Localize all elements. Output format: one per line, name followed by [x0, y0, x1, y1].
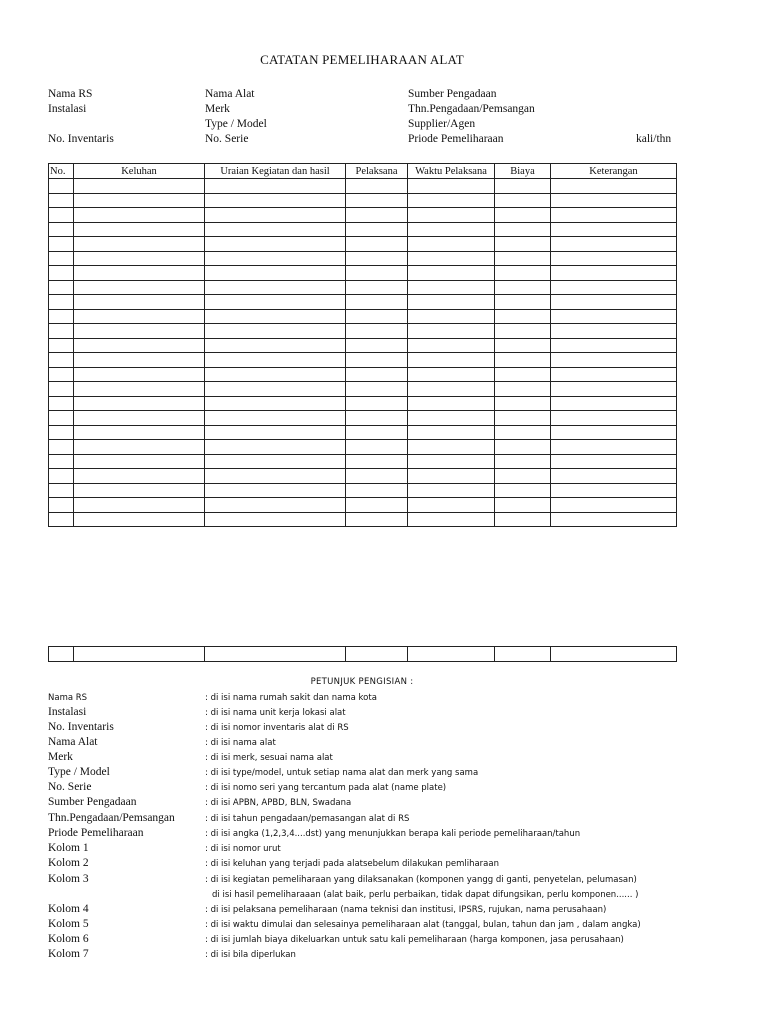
table-cell[interactable] [408, 454, 495, 469]
table-cell[interactable] [205, 367, 346, 382]
table-cell[interactable] [408, 251, 495, 266]
table-row [49, 179, 677, 194]
table-row [49, 295, 677, 310]
table-row [49, 237, 677, 252]
instruction-description: : di isi nama unit kerja lokasi alat [205, 708, 346, 718]
table-cell[interactable] [74, 454, 205, 469]
table-cell[interactable] [551, 382, 677, 397]
table-cell[interactable] [551, 280, 677, 295]
table-cell[interactable] [551, 440, 677, 455]
table-row [49, 454, 677, 469]
table-cell[interactable] [49, 367, 74, 382]
table-cell[interactable] [346, 483, 408, 498]
table-cell[interactable] [205, 280, 346, 295]
table-cell[interactable] [49, 193, 74, 208]
table-cell[interactable] [346, 280, 408, 295]
table-cell[interactable] [408, 498, 495, 513]
table-cell[interactable] [205, 324, 346, 339]
table-cell[interactable] [551, 512, 677, 527]
header-unit-label: kali/thn [636, 133, 672, 145]
table-cell[interactable] [205, 237, 346, 252]
table-cell[interactable] [495, 251, 551, 266]
table-row [49, 208, 677, 223]
column-header-waktu: Waktu Pelaksana [408, 164, 495, 179]
instruction-description: : di isi merk, sesuai nama alat [205, 753, 333, 763]
table-cell[interactable] [74, 440, 205, 455]
table-cell[interactable] [495, 280, 551, 295]
table-cell[interactable] [551, 454, 677, 469]
table-cell[interactable] [49, 266, 74, 281]
table-cell[interactable] [205, 179, 346, 194]
table-row [49, 483, 677, 498]
table-cell[interactable] [49, 324, 74, 339]
table-cell[interactable] [408, 208, 495, 223]
column-header-pelaksana: Pelaksana [346, 164, 408, 179]
table-cell[interactable] [408, 512, 495, 527]
table-cell[interactable] [74, 193, 205, 208]
table-cell[interactable] [74, 382, 205, 397]
table-cell[interactable] [205, 295, 346, 310]
instruction-description: : di isi nomo seri yang tercantum pada alat (name plate) [205, 783, 447, 793]
table-cell[interactable] [408, 237, 495, 252]
table-cell[interactable] [408, 179, 495, 194]
instruction-label: No. Serie [48, 781, 92, 793]
table-row [49, 280, 677, 295]
table-cell[interactable] [551, 353, 677, 368]
table-row [49, 193, 677, 208]
table-cell[interactable] [346, 440, 408, 455]
table-cell[interactable] [49, 208, 74, 223]
table-row [49, 353, 677, 368]
header-label-sumber-pengadaan: Sumber Pengadaan [408, 88, 497, 100]
table-cell[interactable] [551, 367, 677, 382]
page-title: CATATAN PEMELIHARAAN ALAT [260, 52, 464, 67]
instruction-label: Sumber Pengadaan [48, 796, 137, 808]
table-cell[interactable] [74, 367, 205, 382]
table-cell[interactable] [495, 222, 551, 237]
table-cell[interactable] [49, 512, 74, 527]
table-cell[interactable] [551, 396, 677, 411]
table-cell[interactable] [205, 512, 346, 527]
table-cell[interactable] [346, 338, 408, 353]
table-body [49, 179, 677, 527]
table-cell[interactable] [74, 280, 205, 295]
column-header-uraian: Uraian Kegiatan dan hasil [205, 164, 346, 179]
table-cell[interactable] [495, 295, 551, 310]
column-header-biaya: Biaya [495, 164, 551, 179]
table-cell[interactable] [74, 222, 205, 237]
table-cell[interactable] [346, 411, 408, 426]
table-row [49, 338, 677, 353]
table-cell[interactable] [49, 222, 74, 237]
table-row [49, 382, 677, 397]
table-cell[interactable] [346, 193, 408, 208]
table-cell[interactable] [495, 367, 551, 382]
table-cell[interactable] [74, 396, 205, 411]
table-cell[interactable] [408, 367, 495, 382]
table-cell[interactable] [74, 266, 205, 281]
header-label-no-inventaris: No. Inventaris [48, 133, 114, 145]
table-row [49, 222, 677, 237]
table-cell[interactable] [495, 469, 551, 484]
table-cell[interactable] [74, 237, 205, 252]
table-cell[interactable] [551, 208, 677, 223]
header-col-3 [408, 87, 535, 147]
table-cell[interactable] [205, 498, 346, 513]
table-cell[interactable] [495, 179, 551, 194]
summary-row-table [48, 646, 677, 662]
table-cell[interactable] [49, 396, 74, 411]
instruction-label: Kolom 6 [48, 933, 89, 945]
maintenance-table [48, 163, 677, 527]
table-cell[interactable] [49, 483, 74, 498]
table-cell[interactable] [346, 353, 408, 368]
table-cell[interactable] [49, 469, 74, 484]
table-cell[interactable] [49, 309, 74, 324]
table-cell[interactable] [205, 454, 346, 469]
table-row [49, 396, 677, 411]
instruction-description: : di isi waktu dimulai dan selesainya pemeliharaan alat (tanggal, bulan, tahun dan jam , dalam angka) [205, 920, 641, 930]
summary-cell[interactable] [408, 647, 495, 662]
table-cell[interactable] [74, 469, 205, 484]
table-cell[interactable] [495, 425, 551, 440]
table-cell[interactable] [346, 295, 408, 310]
table-cell[interactable] [49, 179, 74, 194]
table-cell[interactable] [49, 382, 74, 397]
table-cell[interactable] [551, 469, 677, 484]
table-cell[interactable] [74, 353, 205, 368]
table-cell[interactable] [495, 237, 551, 252]
table-cell[interactable] [495, 353, 551, 368]
instruction-label: Kolom 7 [48, 948, 89, 960]
table-cell[interactable] [346, 382, 408, 397]
table-cell[interactable] [495, 440, 551, 455]
table-cell[interactable] [495, 193, 551, 208]
instruction-label: Nama RS [48, 693, 88, 703]
table-cell[interactable] [408, 411, 495, 426]
instruction-label: Kolom 2 [48, 857, 89, 869]
summary-cell[interactable] [49, 647, 74, 662]
table-cell[interactable] [49, 237, 74, 252]
table-cell[interactable] [346, 454, 408, 469]
table-cell[interactable] [551, 498, 677, 513]
table-cell[interactable] [74, 338, 205, 353]
header-label-type-model: Type / Model [205, 118, 267, 130]
table-cell[interactable] [346, 208, 408, 223]
table-cell[interactable] [551, 338, 677, 353]
table-cell[interactable] [551, 179, 677, 194]
table-cell[interactable] [495, 338, 551, 353]
table-cell[interactable] [49, 338, 74, 353]
table-cell[interactable] [205, 338, 346, 353]
instruction-label: No. Inventaris [48, 721, 114, 733]
summary-cell[interactable] [74, 647, 205, 662]
header-label-thn-pengadaan: Thn.Pengadaan/Pemsangan [408, 103, 535, 115]
header-spacer [48, 117, 114, 132]
table-cell[interactable] [205, 411, 346, 426]
table-cell[interactable] [346, 469, 408, 484]
instruction-description: : di isi pelaksana pemeliharaan (nama teknisi dan institusi, IPSRS, rujukan, nama perusahaan) [205, 905, 607, 915]
table-row [49, 266, 677, 281]
summary-cell[interactable] [551, 647, 677, 662]
table-row [49, 309, 677, 324]
instruction-description: : di isi kegiatan pemeliharaan yang dilaksanakan (komponen yangg di ganti, penyetelan, pelumasan) [205, 875, 637, 885]
table-row [49, 469, 677, 484]
instruction-label: Thn.Pengadaan/Pemsangan [48, 812, 175, 824]
table-cell[interactable] [408, 295, 495, 310]
table-cell[interactable] [74, 179, 205, 194]
table-cell[interactable] [205, 266, 346, 281]
table-row [49, 367, 677, 382]
table-cell[interactable] [551, 324, 677, 339]
table-row [49, 411, 677, 426]
header-label-nama-alat: Nama Alat [205, 88, 255, 100]
table-cell[interactable] [205, 483, 346, 498]
table-cell[interactable] [74, 324, 205, 339]
table-row [49, 425, 677, 440]
table-cell[interactable] [205, 309, 346, 324]
table-cell[interactable] [495, 411, 551, 426]
table-cell[interactable] [205, 251, 346, 266]
table-cell[interactable] [205, 469, 346, 484]
table-cell[interactable] [205, 425, 346, 440]
table-cell[interactable] [49, 454, 74, 469]
instruction-description: : di isi angka (1,2,3,4....dst) yang menunjukkan berapa kali periode pemeliharaan/tahun [205, 829, 581, 839]
table-cell[interactable] [205, 382, 346, 397]
instruction-label: Instalasi [48, 706, 87, 718]
table-cell[interactable] [74, 425, 205, 440]
table-cell[interactable] [408, 396, 495, 411]
table-cell[interactable] [408, 280, 495, 295]
table-cell[interactable] [495, 382, 551, 397]
instruction-description: : di isi type/model, untuk setiap nama alat dan merk yang sama [205, 768, 479, 778]
table-row [49, 498, 677, 513]
table-cell[interactable] [74, 295, 205, 310]
header-col-2 [205, 87, 267, 147]
table-cell[interactable] [49, 251, 74, 266]
table-cell[interactable] [495, 309, 551, 324]
table-cell[interactable] [408, 483, 495, 498]
table-cell[interactable] [346, 512, 408, 527]
table-cell[interactable] [551, 295, 677, 310]
table-cell[interactable] [346, 266, 408, 281]
instruction-description: : di isi tahun pengadaan/pemasangan alat di RS [205, 814, 410, 824]
table-cell[interactable] [346, 251, 408, 266]
table-cell[interactable] [408, 193, 495, 208]
instructions-title: PETUNJUK PENGISIAN : [310, 677, 414, 687]
table-cell[interactable] [551, 309, 677, 324]
table-cell[interactable] [551, 237, 677, 252]
instruction-description: : di isi jumlah biaya dikeluarkan untuk satu kali pemeliharaan (harga komponen, jasa perusahaan) [205, 935, 624, 945]
table-cell[interactable] [551, 266, 677, 281]
summary-cell[interactable] [495, 647, 551, 662]
table-header-row [49, 164, 677, 179]
column-header-keluhan: Keluhan [74, 164, 205, 179]
instruction-description: : di isi bila diperlukan [205, 950, 296, 960]
table-cell[interactable] [495, 324, 551, 339]
table-cell[interactable] [551, 425, 677, 440]
instruction-description: : di isi APBN, APBD, BLN, Swadana [205, 798, 352, 808]
table-cell[interactable] [408, 309, 495, 324]
table-cell[interactable] [49, 353, 74, 368]
table-cell[interactable] [49, 440, 74, 455]
table-cell[interactable] [49, 295, 74, 310]
table-row [49, 324, 677, 339]
table-cell[interactable] [74, 498, 205, 513]
table-cell[interactable] [408, 353, 495, 368]
instruction-description: : di isi nama rumah sakit dan nama kota [205, 693, 377, 703]
table-cell[interactable] [408, 324, 495, 339]
table-cell[interactable] [495, 208, 551, 223]
summary-row [49, 647, 677, 662]
instruction-label: Nama Alat [48, 736, 98, 748]
instruction-label: Kolom 5 [48, 918, 89, 930]
table-row [49, 251, 677, 266]
header-label-no-serie: No. Serie [205, 133, 249, 145]
summary-cell[interactable] [346, 647, 408, 662]
table-cell[interactable] [551, 251, 677, 266]
table-cell[interactable] [495, 512, 551, 527]
table-cell[interactable] [495, 396, 551, 411]
table-cell[interactable] [408, 266, 495, 281]
table-cell[interactable] [408, 469, 495, 484]
table-cell[interactable] [408, 338, 495, 353]
instruction-description: : di isi nomor inventaris alat di RS [205, 723, 349, 733]
table-cell[interactable] [205, 353, 346, 368]
header-label-priode: Priode Pemeliharaan [408, 133, 504, 145]
table-cell[interactable] [346, 309, 408, 324]
table-cell[interactable] [408, 382, 495, 397]
instruction-description: : di isi nama alat [205, 738, 276, 748]
table-cell[interactable] [495, 498, 551, 513]
instruction-description: di isi hasil pemeliharaaan (alat baik, perlu perbaikan, tidak dapat difungsikan, perlu komponen...... ) [212, 890, 639, 900]
table-cell[interactable] [551, 483, 677, 498]
table-cell[interactable] [551, 193, 677, 208]
table-cell[interactable] [74, 208, 205, 223]
instruction-label: Kolom 1 [48, 842, 89, 854]
table-cell[interactable] [408, 440, 495, 455]
table-cell[interactable] [346, 498, 408, 513]
table-cell[interactable] [408, 425, 495, 440]
instruction-description: : di isi keluhan yang terjadi pada alatsebelum dilakukan pemliharaan [205, 859, 499, 869]
table-row [49, 440, 677, 455]
instruction-description: : di isi nomor urut [205, 844, 281, 854]
table-cell[interactable] [551, 222, 677, 237]
table-cell[interactable] [346, 179, 408, 194]
instruction-label: Kolom 4 [48, 903, 89, 915]
instruction-label: Priode Pemeliharaan [48, 827, 144, 839]
table-cell[interactable] [205, 222, 346, 237]
table-cell[interactable] [551, 411, 677, 426]
table-cell[interactable] [74, 512, 205, 527]
header-label-nama-rs: Nama RS [48, 88, 93, 100]
table-cell[interactable] [346, 367, 408, 382]
column-header-no: No. [49, 164, 74, 179]
table-cell[interactable] [346, 425, 408, 440]
header-label-instalasi: Instalasi [48, 103, 87, 115]
table-cell[interactable] [49, 425, 74, 440]
table-cell[interactable] [408, 222, 495, 237]
instruction-label: Merk [48, 751, 73, 763]
table-cell[interactable] [49, 280, 74, 295]
table-cell[interactable] [346, 237, 408, 252]
table-cell[interactable] [346, 222, 408, 237]
instruction-label: Kolom 3 [48, 873, 89, 885]
table-cell[interactable] [205, 440, 346, 455]
table-cell[interactable] [346, 324, 408, 339]
table-cell[interactable] [74, 483, 205, 498]
table-cell[interactable] [495, 454, 551, 469]
table-cell[interactable] [205, 208, 346, 223]
table-cell[interactable] [49, 498, 74, 513]
table-cell[interactable] [495, 266, 551, 281]
summary-cell[interactable] [205, 647, 346, 662]
table-row [49, 512, 677, 527]
header-col-1 [48, 87, 114, 147]
table-cell[interactable] [205, 396, 346, 411]
table-cell[interactable] [49, 411, 74, 426]
table-cell[interactable] [74, 251, 205, 266]
instruction-label: Type / Model [48, 766, 110, 778]
table-cell[interactable] [74, 309, 205, 324]
table-cell[interactable] [205, 193, 346, 208]
header-label-merk: Merk [205, 103, 230, 115]
table-cell[interactable] [495, 483, 551, 498]
table-cell[interactable] [74, 411, 205, 426]
header-label-supplier: Supplier/Agen [408, 118, 476, 130]
table-cell[interactable] [346, 396, 408, 411]
column-header-keterangan: Keterangan [551, 164, 677, 179]
